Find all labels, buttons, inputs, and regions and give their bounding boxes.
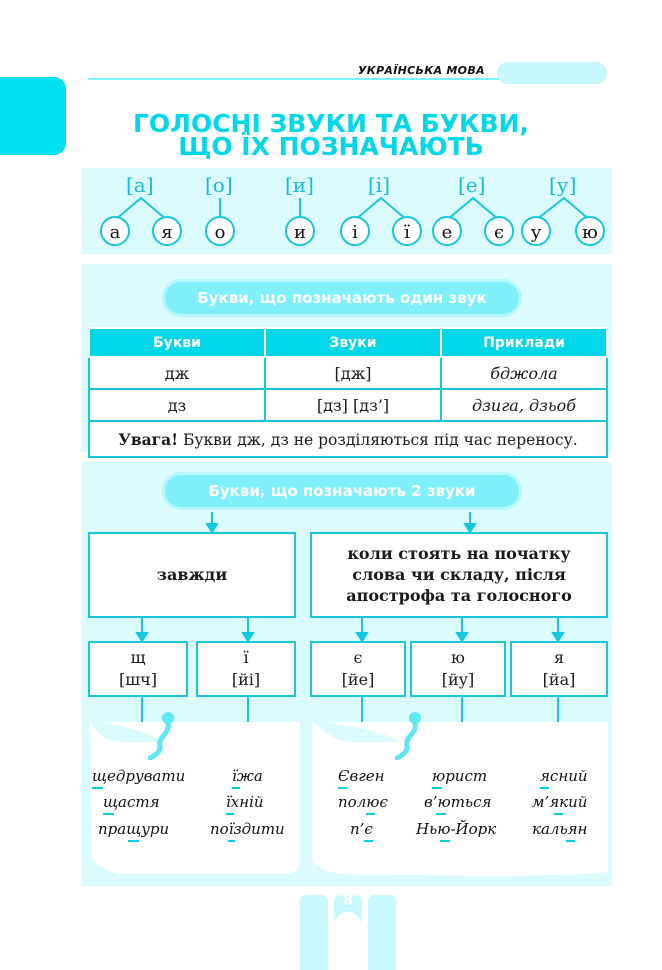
letter-circle: а [100, 216, 130, 246]
one-sound-heading: Букви, що позначають один звук [162, 279, 522, 317]
letter: ю [451, 648, 465, 667]
letter-sound: [йу] [441, 670, 475, 689]
page-number: 8 [343, 893, 353, 909]
example-word: їхній [226, 793, 264, 811]
letter-underline [226, 813, 234, 815]
table-cell: дзига, дзьоб [441, 389, 607, 421]
letter-circle: е [432, 216, 462, 246]
letter-underline [540, 787, 549, 789]
column-header: Букви [89, 328, 265, 357]
letter-sound: [йе] [341, 670, 375, 689]
letter-circle: у [521, 216, 551, 246]
example-word: в’ються [424, 793, 492, 811]
pin-icon [148, 710, 182, 760]
when-line: коли стоять на початку [347, 544, 571, 563]
letter-circle: о [205, 216, 235, 246]
when-line: апострофа та голосного [346, 586, 572, 605]
column-header: Звуки [265, 328, 441, 357]
letter-underline [440, 840, 450, 842]
page-title-line2: ЩО ЇХ ПОЗНАЧАЮТЬ [178, 132, 484, 161]
note-text: Букви дж, дз не розділяються під час переносу. [178, 430, 578, 449]
letter: я [553, 648, 565, 667]
example-word: Євген [338, 767, 385, 785]
two-sounds-heading: Букви, що позначають 2 звуки [162, 472, 522, 510]
example-word: щедрувати [92, 767, 186, 785]
note-label: Увага! [118, 429, 179, 449]
letter-underline [228, 840, 235, 842]
letter-underline [566, 840, 575, 842]
example-word: Нью-Йорк [416, 820, 497, 838]
letter-circle: і [340, 216, 370, 246]
example-word: п’є [350, 820, 373, 838]
page-title-line1: ГОЛОСНІ ЗВУКИ ТА БУКВИ, [133, 109, 529, 138]
always-box: завжди [88, 532, 296, 618]
letter-underline [554, 813, 563, 815]
example-word: м’який [532, 793, 588, 811]
letter-underline [232, 787, 240, 789]
table-cell: [дж] [265, 357, 441, 389]
when-line: слова чи складу, після [352, 565, 566, 584]
letter-circle: є [484, 216, 514, 246]
table-cell: дз [89, 389, 265, 421]
example-word: пращури [98, 820, 170, 838]
pin-icon [395, 710, 429, 760]
letter-underline [366, 813, 375, 815]
letter-sound: [йі] [231, 670, 261, 689]
letter: ї [243, 648, 249, 667]
letter-underline [92, 787, 103, 789]
table-cell: [дз] [дз’] [265, 389, 441, 421]
letter-underline [432, 787, 442, 789]
sound-e: [е] [458, 173, 486, 197]
letter-underline [436, 813, 446, 815]
letter-sound: [йа] [542, 670, 576, 689]
sound-y: [и] [285, 173, 314, 197]
letter: щ [130, 648, 146, 667]
letter-sound: [шч] [119, 670, 157, 689]
letter-underline [128, 840, 139, 842]
example-word: полює [338, 793, 388, 811]
example-word: щастя [103, 793, 160, 811]
subject-title: УКРАЇНСЬКА МОВА [358, 64, 485, 77]
letter: є [353, 648, 363, 667]
sound-i: [і] [368, 173, 391, 197]
letter-underline [364, 840, 373, 842]
example-word: юрист [432, 767, 488, 785]
letter-underline [338, 787, 347, 789]
letter-circle: ю [575, 216, 605, 246]
table-cell: бджола [441, 357, 607, 389]
letter-circle: ї [392, 216, 422, 246]
letter-underline [103, 813, 114, 815]
example-word: кальян [532, 820, 588, 838]
table-cell: дж [89, 357, 265, 389]
sound-a: [а] [126, 173, 154, 197]
letter-circle: и [285, 216, 315, 246]
example-word: ясний [540, 767, 588, 785]
example-word: поїздити [210, 820, 285, 838]
sound-o: [о] [205, 173, 233, 197]
example-word: їжа [232, 767, 263, 785]
page-tab-notch [334, 912, 362, 970]
letter-circle: я [152, 216, 182, 246]
sound-u: [у] [549, 173, 577, 197]
column-header: Приклади [441, 328, 607, 357]
